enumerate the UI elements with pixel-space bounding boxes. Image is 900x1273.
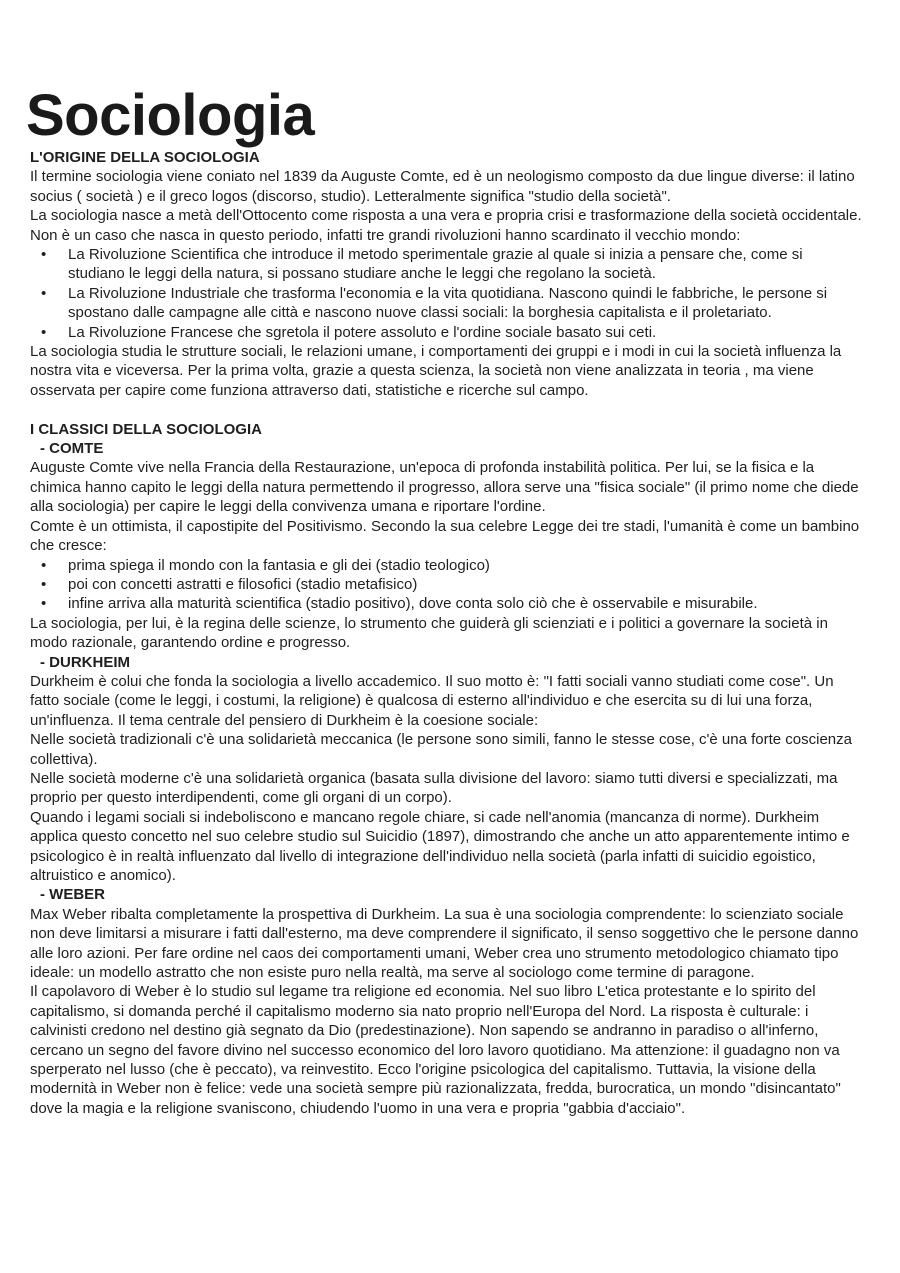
paragraph: Quando i legami sociali si indeboliscono e mancano regole chiare, si cade nell'anomia (mancanza di norme). Durkheim applica questo concetto nel suo celebre studio sul Suicidio (1897), dimostrando che anche un atto apparentemente intimo e psicologico è in realtà influenzato dal livello di integrazione dell'individuo nella società (parla infatti di suicidio egoistico, altruistico e anomico). (30, 808, 850, 885)
bullet-icon: • (41, 575, 47, 593)
bullet-icon: • (41, 323, 47, 341)
bullet-icon: • (41, 284, 47, 302)
paragraph: Nelle società moderne c'è una solidarietà organica (basata sulla divisione del lavoro: siamo tutti diversi e specializzati, ma proprio per questo interdipendenti, come gli organi di un corpo). (30, 769, 838, 807)
document-body (28, 148, 862, 1118)
paragraph: Il termine sociologia viene coniato nel 1839 da Auguste Comte, ed è un neologismo composto da due lingue diverse: il latino socius ( società ) e il greco logos (discorso, studio). Letteralmente significa "studio della società". (30, 168, 855, 205)
paragraph: Comte è un ottimista, il capostipite del Positivismo. Secondo la sua celebre Legge dei tre stadi, l'umanità è come un bambino che cresce: (30, 517, 860, 555)
paragraph: Max Weber ribalta completamente la prospettiva di Durkheim. La sua è una sociologia comprendente: lo scienziato sociale non deve limitarsi a misurare i fatti dall'esterno, ma deve comprendere il significato, il senso soggettivo che le persone danno alle loro azioni. Per fare ordine nel caos dei comportamenti umani, Weber crea uno strumento metodologico chiamato tipo ideale: un modello astratto che non esiste puro nella realtà, ma serve al sociologo come termine di paragone. (30, 905, 859, 982)
list-item: • infine arriva alla maturità scientifica (stadio positivo), dove conta solo ciò che è osservabile e misurabile. (41, 595, 758, 613)
section-heading-classici: I CLASSICI DELLA SOCIOLOGIA (30, 420, 262, 438)
paragraph: Il capolavoro di Weber è lo studio sul legame tra religione ed economia. Nel suo libro L'etica protestante e lo spirito del capitalismo, si domanda perché il capitalismo moderno sia nato proprio nell'Europa del Nord. La risposta è culturale: i calvinisti credono nel destino già segnato da Dio (predestinazione). Non sapendo se andranno in paradiso o all'inferno, cercano un segno del favore divino nel successo economico del loro lavoro quotidiano. Ma attenzione: il guadagno non va sperperato nel lusso (che è peccato), va reinvestito. Ecco l'origine psicologica del capitalismo. Tuttavia, la visione della modernità in Weber non è felice: vede una società sempre più razionalizzata, fredda, burocratica, un mondo "disincantato" dove la magia e la religione svaniscono, chiudendo l'uomo in una vera e propria "gabbia d'acciaio". (30, 983, 841, 1117)
list-item: • poi con concetti astratti e filosofici (stadio metafisico) (41, 575, 418, 593)
bullet-list-rivoluzioni (30, 245, 862, 342)
bullet-list-stadi (30, 556, 862, 614)
paragraph: La sociologia, per lui, è la regina delle scienze, lo strumento che guiderà gli scienziati e i politici a governare la società in modo razionale, garantendo ordine e progresso. (30, 614, 828, 652)
list-item: • La Rivoluzione Industriale che trasforma l'economia e la vita quotidiana. Nascono quindi le fabbriche, le persone si spostano dalle campagne alle città e nascono nuove classi sociali: la borghesia capitalista e il proletariato. (41, 284, 828, 322)
bullet-icon: • (41, 246, 47, 264)
list-item: • La Rivoluzione Scientifica che introduce il metodo sperimentale grazie al quale si inizia a pensare che, come si studiano le leggi della natura, si possano studiare anche le leggi che regolano la società. (41, 246, 803, 283)
paragraph: Auguste Comte vive nella Francia della Restaurazione, un'epoca di profonda instabilità politica. Per lui, se la fisica e la chimica hanno capito le leggi della natura permettendo il progresso, allora serve una "fisica sociale" (il primo nome che diede alla sociologia) per capire le leggi della convivenza umana e riportare l'ordine. (30, 459, 859, 516)
bullet-icon: • (41, 595, 47, 613)
list-item: • prima spiega il mondo con la fantasia e gli dei (stadio teologico) (41, 556, 490, 574)
paragraph: La sociologia nasce a metà dell'Ottocento come risposta a una vera e propria crisi e trasformazione della società occidentale. Non è un caso che nasca in questo periodo, infatti tre grandi rivoluzioni hanno scardinato il vecchio mondo: (30, 207, 862, 244)
list-item: • La Rivoluzione Francese che sgretola il potere assoluto e l'ordine sociale basato sui ceti. (41, 323, 657, 341)
bullet-icon: • (41, 556, 47, 574)
subheading-weber: - WEBER (40, 886, 105, 904)
paragraph: La sociologia studia le strutture sociali, le relazioni umane, i comportamenti dei gruppi e i modi in cui la società influenza la nostra vita e viceversa. Per la prima volta, grazie a questa scienza, la società non viene analizzata in teoria , ma viene osservata per capire come funziona attraverso dati, statistiche e ricerche sul campo. (30, 343, 842, 399)
paragraph: Nelle società tradizionali c'è una solidarietà meccanica (le persone sono simili, fanno le stesse cose, c'è una forte coscienza collettiva). (30, 731, 852, 768)
paragraph: Durkheim è colui che fonda la sociologia a livello accademico. Il suo motto è: "I fatti sociali vanno studiati come cose". Un fatto sociale (come le leggi, i costumi, la religione) è qualcosa di esterno all'individuo e che esercita su di lui una forza, un'influenza. Il tema centrale del pensiero di Durkheim è la coesione sociale: (30, 672, 834, 729)
subheading-durkheim: - DURKHEIM (40, 653, 130, 671)
section-heading-origine: L'ORIGINE DELLA SOCIOLOGIA (30, 149, 260, 166)
page-title: Sociologia (26, 83, 315, 148)
spacer (30, 400, 862, 419)
subheading-comte: - COMTE (40, 440, 104, 458)
